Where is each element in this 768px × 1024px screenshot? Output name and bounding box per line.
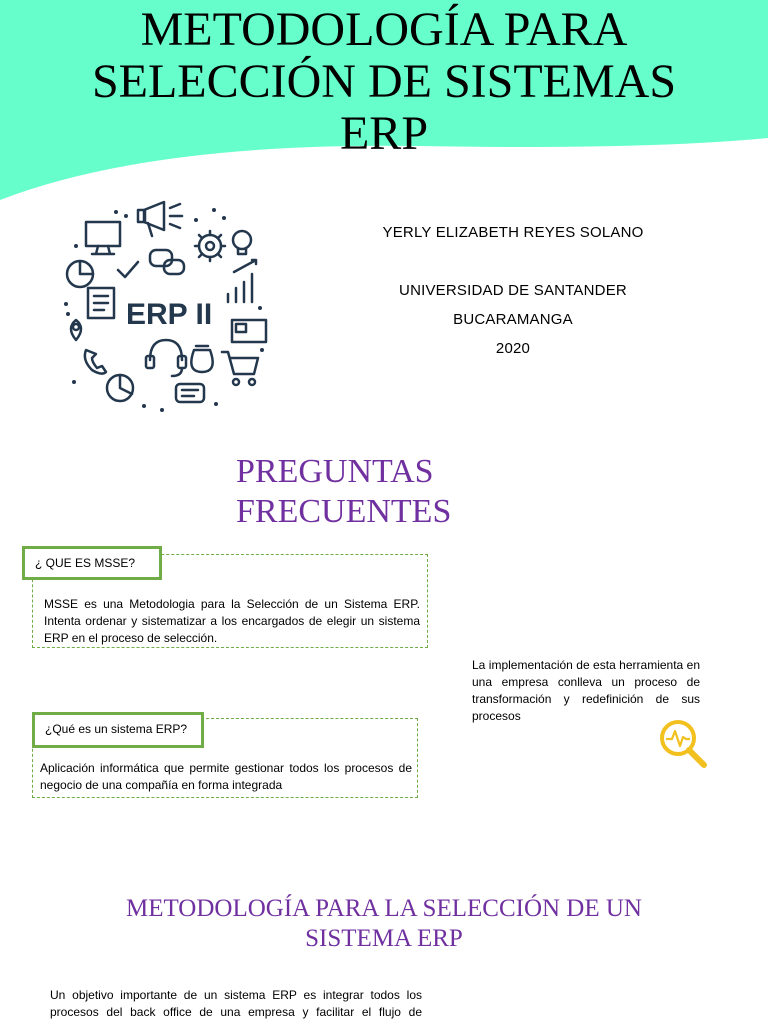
methodology-heading-line-2: SISTEMA ERP [305, 925, 463, 952]
magnifier-icon [656, 716, 710, 770]
methodology-intro: Un objetivo importante de un sistema ERP es integrar todos los procesos del back office de una empresa y facilitar el flujo de [50, 988, 422, 1019]
faq-heading-line-1: PREGUNTAS [236, 453, 434, 490]
title-line-1: METODOLOGÍA PARA [140, 3, 628, 56]
year: 2020 [495, 340, 531, 357]
faq-heading-line-2: FRECUENTES [236, 493, 452, 530]
faq-heading [236, 452, 451, 532]
methodology-heading [0, 894, 768, 954]
erp-illustration [46, 190, 278, 426]
page-title [0, 4, 768, 160]
university-name: UNIVERSIDAD DE SANTANDER [399, 282, 627, 299]
author-name: YERLY ELIZABETH REYES SOLANO [382, 224, 644, 241]
side-note: La implementación de esta herramienta en una empresa conlleva un proceso de transformación y redefinición de sus procesos [472, 658, 700, 723]
methodology-heading-line-1: METODOLOGÍA PARA LA SELECCIÓN DE UN [125, 895, 642, 922]
q1-question: ¿ QUE ES MSSE? [22, 546, 162, 580]
title-line-3: ERP [339, 107, 429, 160]
q2-question: ¿Qué es un sistema ERP? [32, 712, 204, 748]
city-name: BUCARAMANGA [453, 311, 573, 328]
title-line-2: SELECCIÓN DE SISTEMAS [91, 55, 677, 108]
erp-logo-text: ERP II [126, 298, 213, 331]
q2-answer: Aplicación informática que permite gestionar todos los procesos de negocio de una compañía en forma integrada [40, 761, 412, 792]
q1-answer: MSSE es una Metodologia para la Selección de un Sistema ERP. Intenta ordenar y sistematizar a los encargados de elegir un sistema ERP en el proceso de selección. [44, 597, 420, 645]
